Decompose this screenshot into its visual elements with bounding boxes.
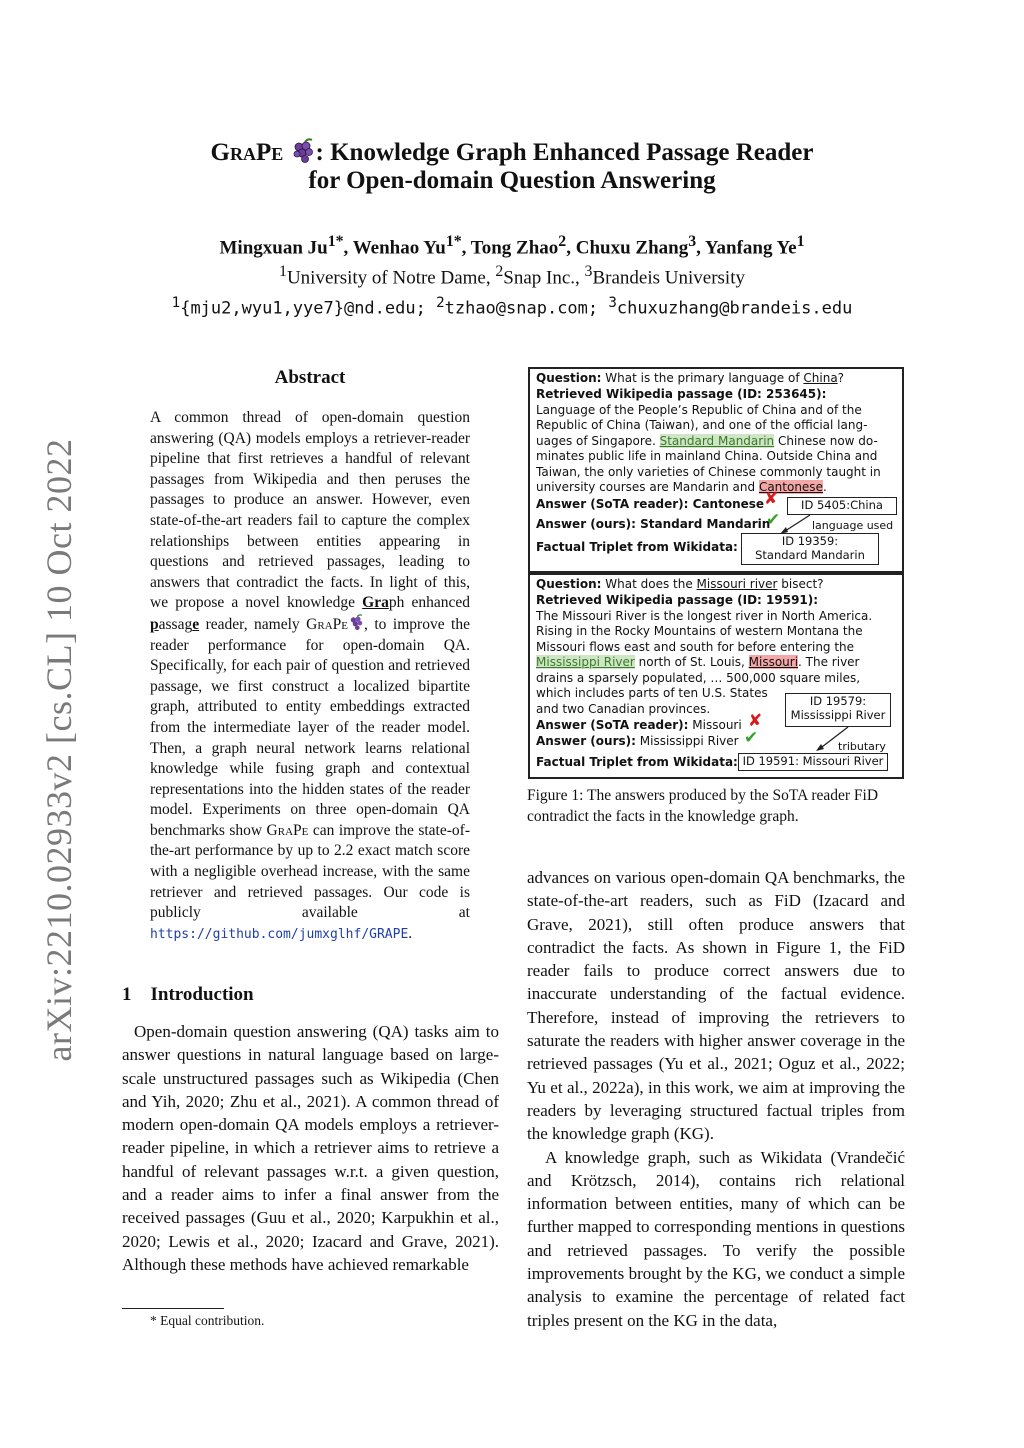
passage-line: Language of the People’s Republic of China and of the [536,403,862,417]
author-block [100,230,924,320]
footnote-rule [122,1308,224,1309]
figure1-panel-missouri [528,573,904,779]
entity-name: Mississippi River [790,708,886,722]
question-label: Question: [536,371,602,385]
kg-entity-mississippi [785,693,891,727]
abstract-end: . [408,924,413,942]
sota-answer [536,497,764,513]
passage-label [536,387,826,403]
entity-id: ID 19359: [781,534,839,548]
author-names: Mingxuan $Ju^{1*}$, Wenhao $Yu^{1*}$, Tong Zhao$^2$, Chuxu Zhang$^3$, Yanfang Ye$^1$ [219,233,805,259]
sota-answer-text: Answer (SoTA reader): Cantonese [536,497,765,511]
sota-label: Answer (SoTA reader): [536,718,689,732]
ours-answer-value: Mississippi River [639,734,739,748]
triplet-label-text: Factual Triplet from Wikidata: [536,755,738,769]
question-label: Question: [536,577,602,591]
abstract-text-c: , to improve the reader performance for open-domain QA. Specifically, for each pair of question and retrieved passage, we first construct a localized bipartite graph, attributed to entity embeddings extracted from the intermediate layer of the reader model. Then, a graph neural network learns relational knowledge while fusing graph and contextual representations into the hidden states of the reader model. Experiments on three open-domain QA benchmarks show [150,615,470,839]
passage-line: and two Canadian provinces. [536,702,711,716]
question-line: Question: What is the primary language of China? [536,371,845,385]
acronym-expansion: Graph enhanced passage reader [150,594,470,633]
kg-entity-standard-mandarin [741,533,879,565]
entity-name: Standard Mandarin [755,548,865,562]
triplet-label [536,755,738,771]
passage-line: which includes parts of ten U.S. States [536,686,768,700]
abstract-paper-name-2: GraPe [266,821,309,839]
relation-label: tributary [838,740,886,753]
relation-label: language used [812,519,894,532]
cross-icon: ✘ [764,489,779,509]
check-icon: ✔ [744,728,759,748]
ours-answer [536,517,770,533]
passage-line: Mississippi River north of St. Louis, Missouri. The river [536,655,860,669]
abstract-text-d: can improve the state-of-the-art performance by up to 2.2 exact match score with a negligible overhead increase, with the same retriever and retrieved passages. Our code is publicly available at [150,821,470,922]
kg-entity-china: ID 5405:China [787,497,897,515]
right-column-body [527,866,905,1332]
triplet-label [536,540,738,556]
paragraph: advances on various open-domain QA benchmarks, the state-of-the-art readers, such as FiD (Izacard and Grave, 2021), still often produce answers that contradict the facts. As shown in Figure 1, the FiD reader fails to produce correct answers due to inaccurate understanding of the factual evidence. Therefore, instead of improving the retrievers to saturate the readers with higher answer coverage in the retrieved passages (Yu et al., 2021; Oguz et al., 2022; Yu et al., 2022a), in this work, we aim at improving the readers by leveraging structured factual triples from the knowledge graph (KG). [527,868,905,1144]
passage-line: uages of Singapore. Standard Mandarin Chinese now do- [536,434,878,448]
code-url-link[interactable]: https://github.com/jumxglhf/GRAPE [150,926,409,942]
abstract-heading: Abstract [274,367,346,388]
passage-label [536,593,818,609]
entity-id: ID 19579: [809,694,867,708]
passage-line: Rising in the Rocky Mountains of western Montana the [536,624,863,638]
author-emails: $^1${mju2,wyu1,yye7}@nd.edu; $^2$tzhao@snap.com; $^3$chuxuzhang@brandeis.edu [171,294,853,319]
ours-answer [536,734,739,750]
cross-icon: ✘ [748,711,763,731]
abstract-body [150,408,470,945]
figure1-panel-china [528,367,904,573]
passage-line: minates public life in mainland China. Outside China and [536,449,878,463]
footnote: * Equal contribution. [150,1313,265,1328]
triplet-label-text: Factual Triplet from Wikidata: [536,540,738,554]
grape-icon [348,614,364,631]
passage-line: university courses are Mandarin and Cantonese. [536,480,827,494]
passage-line: drains a sparsely populated, … 500,000 square miles, [536,671,861,685]
title-line2: for Open-domain Question Answering [308,167,716,194]
passage-label-text: Retrieved Wikipedia passage (ID: 253645): [536,387,827,401]
abstract-text-b: , namely [243,615,307,633]
relation-arrow [776,513,816,535]
passage-line: Missouri flows east and south for before entering the [536,640,855,654]
passage-line: Republic of China (Taiwan), and one of the official lang- [536,418,868,432]
abstract-text-a: A common thread of open-domain question answering (QA) models employs a retriever-reader pipeline that first retrieves a handful of relevant passages from Wikipedia and then peruses the passages to produce an answer. However, even state-of-the-art readers fail to capture the complex relationships between entities appearing in questions and retrieved passages, leading to answers that contradict the facts. In light of this, we propose a novel knowledge [150,409,470,612]
question-line: Question: What does the Missouri river bisect? [536,577,824,591]
sota-answer [536,718,742,734]
passage-line: The Missouri River is the longest river in North America. [536,609,873,623]
grape-icon [291,138,315,164]
author-affiliations: $^1$University of Notre Dame, $^2$Snap Inc., $^3$Brandeis University [279,263,745,289]
paper-name: GraPe [210,139,284,166]
title-line1: : Knowledge Graph Enhanced Passage Reader [315,139,814,166]
passage-label-text: Retrieved Wikipedia passage (ID: 19591): [536,593,819,607]
intro-paragraph: Open-domain question answering (QA) tasks aim to answer questions in natural language based on large-scale unstructured passages such as Wikipedia (Chen and Yih, 2020; Zhu et al., 2021). A common thread of modern open-domain QA models employs a retriever-reader pipeline, in which a retriever aims to retrieve a handful of relevant passages w.r.t. a given question, and a reader aims to infer a final answer from the received passages (Guu et al., 2020; Karpukhin et al., 2020; Lewis et al., 2020; Izacard and Grave, 2021). Although these methods have achieved remarkable [122,1022,499,1274]
ours-answer-text: Answer (ours): Standard Mandarin [536,517,771,531]
check-icon: ✔ [766,510,781,530]
figure1-caption: Figure 1: The answers produced by the SoTA reader FiD contradict the facts in the knowledge graph. [527,787,879,825]
passage-line: Taiwan, the only varieties of Chinese commonly taught in [536,465,881,479]
introduction-body [122,1020,499,1276]
paper-title [120,138,904,195]
section-heading-introduction: 1 Introduction [122,984,254,1005]
ours-label: Answer (ours): [536,734,636,748]
arxiv-identifier: arXiv:2210.02933v2 [cs.CL] 10 Oct 2022 [39,438,79,1062]
paragraph: A knowledge graph, such as Wikidata (Vrandečić and Krötzsch, 2014), contains rich relational information between entities, many of which can be further mapped to corresponding mentions in questions and retrieved passages. To verify the possible improvements brought by the KG, we conduct a simple analysis to examine the percentage of related fact triples present on the KG in the data, [527,1147,905,1330]
sota-answer-value: Missouri [692,718,742,732]
abstract-paper-name: GraPe [306,615,348,633]
kg-entity-missouri-river: ID 19591: Missouri River [738,753,888,771]
